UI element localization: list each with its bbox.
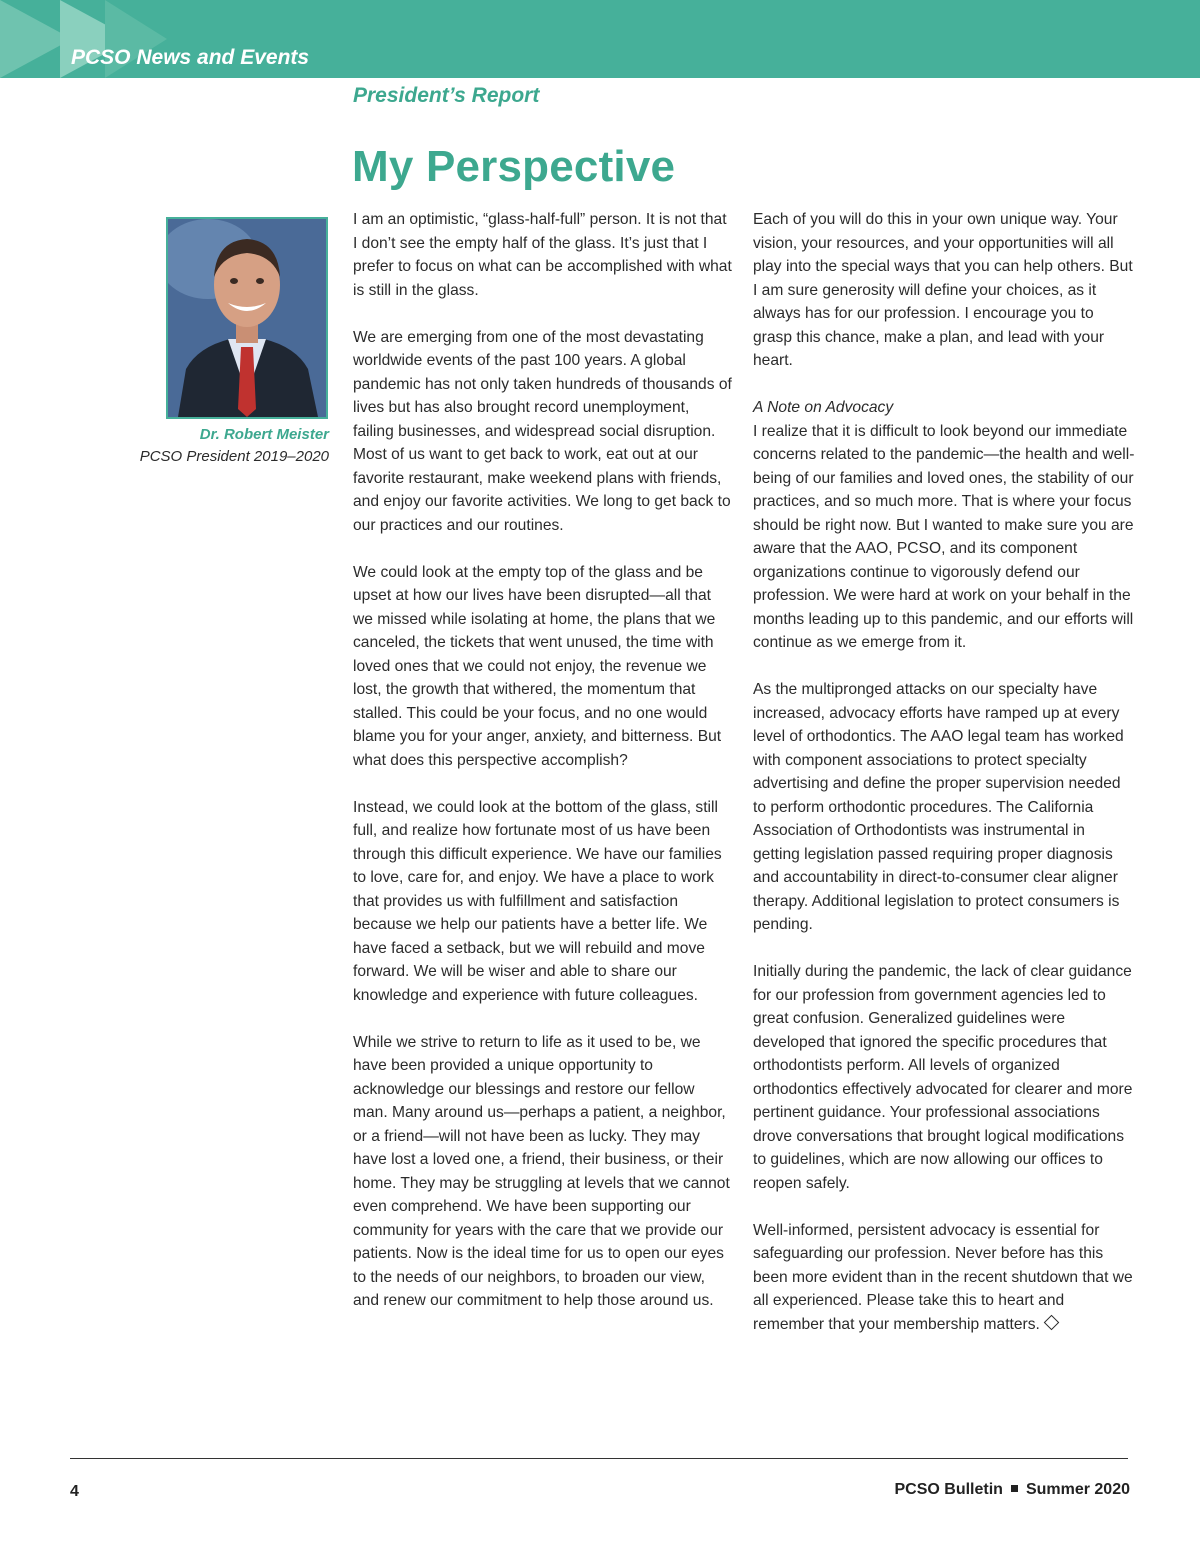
publication-name: PCSO Bulletin bbox=[894, 1481, 1003, 1498]
square-separator-icon bbox=[1011, 1485, 1018, 1492]
author-photo bbox=[166, 217, 328, 419]
body-paragraph: Instead, we could look at the bottom of the glass, still full, and realize how fortunate most of us have been through this difficult experience. We have our families to love, care for, and enjoy. We have a place to work that provides us with fulfillment and satisfaction because we help our patients have a better life. We have faced a setback, but we will rebuild and move forward. We will be wiser and able to share our knowledge and experience with future colleagues. bbox=[353, 798, 722, 1004]
article-column-2 bbox=[753, 208, 1135, 1360]
body-paragraph: As the multipronged attacks on our specialty have increased, advocacy efforts have ramped up at every level of orthodontics. The AAO legal team has worked with component associations to protect specialty advertising and define the proper supervision needed to perform orthodontic procedures. The California Association of Orthodontists was instrumental in getting legislation passed requiring proper diagnosis and accountability in direct-to-consumer clear aligner therapy. Additional legislation to protect consumers is pending. bbox=[753, 681, 1124, 933]
photo-caption-name: Dr. Robert Meister bbox=[199, 426, 329, 443]
article-title: My Perspective bbox=[352, 142, 676, 191]
section-subhead: A Note on Advocacy bbox=[753, 399, 894, 416]
diamond-end-mark-icon bbox=[1044, 1314, 1060, 1330]
portrait-photo-icon bbox=[168, 219, 326, 417]
photo-caption-role: PCSO President 2019–2020 bbox=[139, 448, 329, 465]
advocacy-section bbox=[753, 396, 1135, 655]
body-paragraph: We could look at the empty top of the glass and be upset at how our lives have been disrupted—all that we missed while isolating at home, the plans that we canceled, the tickets that went unused, the time with loved ones that we could not enjoy, the revenue we lost, the growth that withered, the momentum that stalled. This could be your focus, and no one would blame you for your anger, anxiety, and bitterness. But what does this perspective accomplish? bbox=[353, 563, 722, 769]
page-number: 4 bbox=[70, 1483, 79, 1500]
running-footer bbox=[894, 1481, 1130, 1499]
body-paragraph: While we strive to return to life as it used to be, we have been provided a unique opportunity to acknowledge our blessings and restore our fellow man. Many around us—perhaps a patient, a neighbor, or a friend—will not have been as lucky. They may have lost a loved one, a friend, their business, or their home. They may be struggling at levels that we cannot even comprehend. We have been supporting our community for years with the care that we provide our patients. Now is the ideal time for us to open our eyes to the needs of our neighbors, to broaden our view, and renew our commitment to help those around us. bbox=[353, 1033, 730, 1309]
body-paragraph: I realize that it is difficult to look beyond our immediate concerns related to the pandemic—the health and well-being of our families and loved ones, the stability of our practices, and so much more. That is where your focus should be right now. But I wanted to make sure you are aware that the AAO, PCSO, and its component organizations continue to vigorously defend our profession. We were hard at work on your behalf in the months leading up to this pandemic, and our efforts will continue as we emerge from it. bbox=[753, 422, 1135, 651]
section-title: PCSO News and Events bbox=[71, 46, 310, 69]
body-paragraph: Initially during the pandemic, the lack of clear guidance for our profession from government agencies led to great confusion. Generalized guidelines were developed that ignored the specific procedures that orthodontists perform. All levels of organized orthodontics effectively advocated for clearer and more pertinent guidance. Your professional associations drove conversations that brought logical modifications to guidelines, which are now allowing our offices to reopen safely. bbox=[753, 963, 1133, 1192]
issue-date: Summer 2020 bbox=[1025, 1481, 1130, 1498]
article-kicker: President’s Report bbox=[353, 84, 540, 107]
closing-paragraph bbox=[753, 1219, 1135, 1337]
body-paragraph: Each of you will do this in your own unique way. Your vision, your resources, and your opportunities will all play into the special ways that you can help others. But I am sure generosity will define your choices, as it always has for our profession. I encourage you to grasp this chance, make a plan, and lead with your heart. bbox=[753, 211, 1133, 369]
body-paragraph: Well-informed, persistent advocacy is essential for safeguarding our profession. Never before has this been more evident than in the recent shutdown that we all experienced. Please take this to heart and remember that your membership matters. bbox=[753, 1221, 1133, 1333]
body-paragraph: I am an optimistic, “glass-half-full” person. It is not that I don’t see the empty half of the glass. It’s just that I prefer to focus on what can be accomplished with what is still in the glass. bbox=[353, 211, 732, 299]
body-paragraph: We are emerging from one of the most devastating worldwide events of the past 100 years. A global pandemic has not only taken hundreds of thousands of lives but has also brought record unemployment, failing businesses, and widespread social disruption. Most of us want to get back to work, eat out at our favorite restaurant, make weekend plans with friends, and enjoy our favorite activities. We long to get back to our practices and our routines. bbox=[353, 328, 732, 534]
article-column-1 bbox=[353, 208, 733, 1336]
footer-rule bbox=[70, 1458, 1128, 1459]
